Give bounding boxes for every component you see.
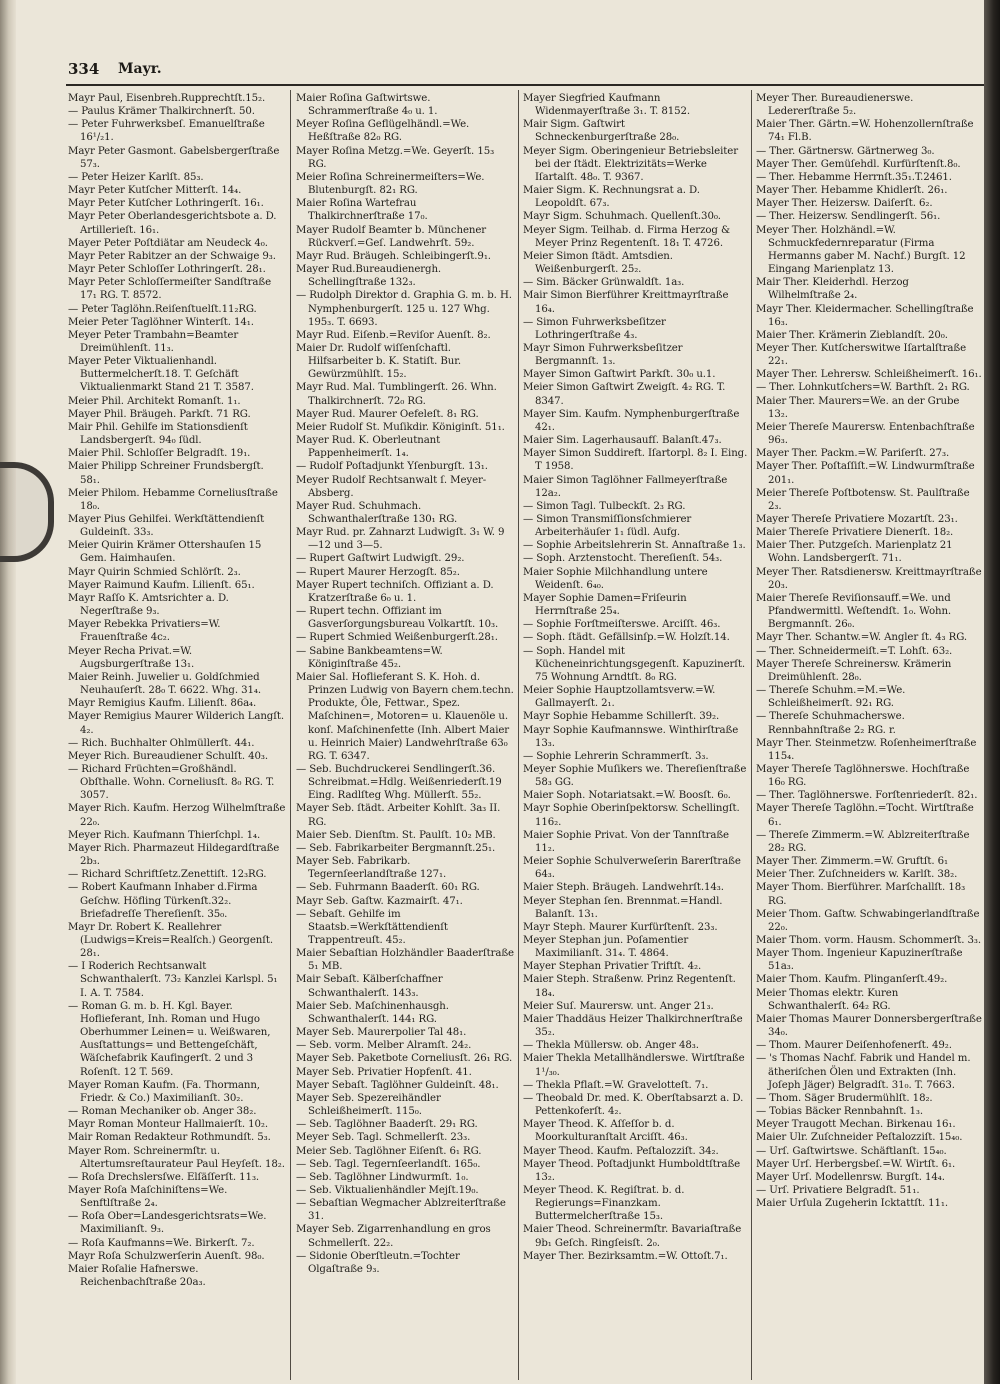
directory-entry: Maier Seb. Maſchinenhausgh. Schwanthalerſt. 144₁ RG.: [296, 1000, 449, 1025]
directory-entry: Mair Phil. Gehilfe im Stationsdienſt Landsbergerſt. 94₀ ſüdl.: [68, 421, 248, 447]
directory-entry: — Simon Transmiſſionsſchmierer Arbeiterhäuſer 1₁ ſüdl. Aufg.: [523, 514, 692, 539]
directory-entry: Mayer Roſina Metzg.=We. Geyerſt. 15₃ RG.: [296, 145, 495, 170]
directory-entry: Mayer Thom. Ingenieur Kapuzinerſtraße 51a₃.: [756, 948, 963, 973]
directory-entry: Mayer Seb. Paketbote Corneliusſt. 26₁ RG.: [296, 1053, 513, 1065]
directory-entry: — Seb. Taglöhner Baaderſt. 29₁ RG.: [296, 1119, 478, 1131]
directory-entry: — Urſ. Privatiere Belgradſt. 51₁.: [756, 1184, 920, 1196]
directory-entry: Mayer Roman Kaufm. (Fa. Thormann, Friedr. & Co.) Maximilianſt. 30₂.: [68, 1079, 260, 1104]
directory-entry: Meier Thereſe Poſtbotensw. St. Paulſtraße 2₃.: [756, 487, 970, 512]
directory-entry: — Thereſe Zimmerm.=W. Ablzreiterſtraße 28₂ RG.: [756, 829, 970, 854]
directory-entry: — Ther. Lohnkutſchers=W. Barthſt. 2₁ RG.: [756, 382, 970, 394]
directory-column-1: [68, 92, 286, 1289]
directory-entry: — Thekla Müllersw. ob. Anger 48₃.: [523, 1040, 699, 1052]
directory-entry: Mayr Rud. Eiſenb.=Reviſor Auenſt. 8₂.: [296, 329, 491, 341]
directory-entry: Mayer Urſ. Modellenrsw. Burgſt. 14₄.: [756, 1171, 945, 1183]
directory-column-4: [756, 92, 982, 1210]
directory-entry: Meyer Recha Privat.=W. Augsburgerſtraße 13₁.: [68, 645, 195, 670]
directory-entry: Mayr Peter Schloſſermeiſter Sandſtraße 17₁ RG. T. 8572.: [68, 277, 272, 302]
directory-entry: Mayer Rud. Schuhmach. Schwanthalerſtraße 130₁ RG.: [296, 500, 458, 525]
page-number: 334: [68, 60, 100, 78]
directory-entry: — Seb. Tagl. Tegernſeerlandſt. 165₀.: [296, 1158, 481, 1170]
column-divider: [290, 90, 291, 1380]
directory-entry: Maier Sim. Lagerhausaufſ. Balanſt.47₃.: [523, 435, 722, 447]
directory-entry: Maier Thaddäus Heizer Thalkirchnerſtraße 35₂.: [523, 1013, 743, 1039]
directory-entry: — Roman Mechaniker ob. Anger 38₂.: [68, 1106, 257, 1118]
directory-entry: — Richard Schriftſetz.Zenettiſt. 12₃RG.: [68, 869, 267, 881]
directory-entry: — Sim. Bäcker Grünwaldſt. 1a₃.: [523, 277, 685, 289]
directory-entry: Meier Sophie Hauptzollamtsverw.=W. Gallmayerſt. 2₁.: [523, 685, 716, 710]
directory-entry: Meyer Sigm. Oberingenieur Betriebsleiter bei der ſtädt. Elektrizitäts=Werke Iſartalſt. 48₀. T. 9367.: [523, 145, 738, 183]
directory-entry: Mayer Thom. Bierführer. Marſchallſt. 18₃ RG.: [756, 882, 966, 907]
directory-entry: Maier Soph. Notariatsakt.=W. Boosſt. 6₀.: [523, 790, 731, 802]
directory-entry: Mayr Simon Fuhrwerksbeſitzer Bergmannſt. 1₃.: [523, 342, 683, 368]
directory-entry: — I Roderich Rechtsanwalt Schwanthalerſt. 73₂ Kanzlei Karlspl. 5₁ I. A. T. 7584.: [68, 961, 278, 999]
directory-entry: Mayer Ther. Zimmerm.=W. Gruftſt. 6₁: [756, 856, 949, 868]
directory-entry: Meyer Seb. Tagl. Schmellerſt. 23₃.: [296, 1132, 471, 1144]
directory-entry: Maier Seb. Dienſtm. St. Paulſt. 10₂ MB.: [296, 829, 496, 841]
directory-entry: — Sabine Bankbeamtens=W. Königinſtraße 45₂.: [296, 645, 443, 670]
directory-entry: Mayer Stephan Privatier Triftſt. 4₂.: [523, 961, 702, 973]
directory-entry: Mayr Quirin Schmied Schlörſt. 2₃.: [68, 566, 241, 578]
directory-entry: Mayr Rud. Bräugeh. Schleibingerſt.9₁.: [296, 250, 491, 262]
directory-entry: Mayer Ther. Gemüſehdl. Kurfürſtenſt.8₀.: [756, 158, 961, 170]
directory-entry: Mayr Roſa Schulzwerſerin Auenſt. 98₀.: [68, 1250, 265, 1262]
directory-entry: — Richard Früchten=Großhändl. Obſthalle. Wohn. Corneliusſt. 8₀ RG. T. 3057.: [68, 763, 275, 802]
directory-entry: Maier Thom. vorm. Hausm. Schommerſt. 3₃.: [756, 935, 982, 946]
directory-entry: Meier Ther. Zuſchneiders w. Karlſt. 38₂.: [756, 869, 958, 881]
directory-entry: — Rupert Gaſtwirt Ludwigſt. 29₂.: [296, 553, 465, 565]
directory-entry: Mayer Rich. Kaufm. Herzog Wilhelmſtraße 22₀.: [68, 803, 286, 828]
directory-entry: Mayer Roſa Maſchiniſtens=We. Senftlſtraße 2₄.: [68, 1184, 228, 1210]
column-divider: [518, 90, 519, 1380]
directory-entry: Meier Quirin Krämer Ottershauſen 15 Gem. Haimhauſen.: [68, 540, 262, 565]
directory-entry: Maier Roſina Wartefrau Thalkirchnerſtraße 17₀.: [296, 198, 428, 223]
directory-entry: Meyer Stephan ſen. Brennmat.=Handl. Balanſt. 13₁.: [523, 895, 723, 920]
directory-entry: Mayer Simon Suddireft. Iſartorpl. 8₂ I. Eing. T 1958.: [523, 448, 748, 473]
directory-entry: Meier Philom. Hebamme Corneliusſtraße 18₀.: [68, 487, 278, 512]
directory-entry: Mayer Seb. Fabrikarb. Tegernſeerlandſtraße 127₁.: [296, 856, 447, 881]
directory-entry: Mair Simon Bierführer Kreittmayrſtraße 16₄.: [523, 290, 729, 315]
directory-entry: Maier Thekla Metallhändlerswe. Wirtſtraße 1¹/₃₀.: [523, 1053, 745, 1078]
directory-entry: — Ther. Schneidermeiſt.=T. Lohſt. 63₂.: [756, 645, 953, 657]
directory-entry: Mayer Simon Gaſtwirt Parkſt. 30₀ u.1.: [523, 369, 716, 381]
directory-entry: Meyer Ther. Ratsdienersw. Kreittmayrſtraße 20₃.: [756, 566, 982, 591]
directory-entry: Mayer Pius Gehilfei. Werkſtättendienſt Guldeinſt. 33₃.: [68, 514, 265, 539]
directory-entry: Mair Sebaſt. Kälberſchaffner Schwanthalerſt. 143₃.: [296, 974, 443, 999]
directory-entry: Mayr Ther. Steinmetzw. Roſenheimerſtraße 115₄.: [756, 737, 977, 762]
directory-entry: — Rupert Schmied Weißenburgerſt.28₁.: [296, 632, 498, 644]
directory-entry: — Roman G. m. b. H. Kgl. Bayer. Hoflieferant, Inh. Roman und Hugo Oberhummer Leinen= u. Weißwaren, Ausſtattungs= und Bettengeſchäft, Wäſchefabrik Kaufingerſt. 2 und 3 Roſenſt. 12 T. 569.: [68, 1000, 271, 1078]
directory-entry: Meier Sophie Schulverweſerin Barerſtraße 64₃.: [523, 856, 741, 881]
directory-entry: — Thom. Säger Brudermühlſt. 18₂.: [756, 1092, 933, 1104]
directory-entry: Meyer Rich. Bureaudiener Schulſt. 40₃.: [68, 750, 269, 762]
directory-entry: Meier Thomas elektr. Kuren Schwanthalerſt. 64₂ RG.: [756, 987, 899, 1012]
directory-entry: Meyer Roſina Geflügelhändl.=We. Heßſtraße 82₀ RG.: [296, 119, 470, 144]
directory-entry: Mayer Seb. Privatier Hopfenſt. 41.: [296, 1066, 472, 1078]
directory-column-2: [296, 92, 514, 1276]
directory-entry: Mayr Sophie Oberinſpektorsw. Schellingſt. 116₂.: [523, 803, 740, 828]
directory-entry: Maier Dr. Rudolf wiſſenſchaftl. Hilfsarbeiter b. K. Statiſt. Bur. Gewürzmühlſt. 15₂.: [296, 342, 462, 381]
directory-entry: Meyer Rudolf Rechtsanwalt ſ. Meyer-Absberg.: [296, 474, 487, 499]
directory-entry: Mayer Seb. Zigarrenhandlung en gros Schmellerſt. 22₂.: [296, 1224, 491, 1249]
directory-entry: Maier Phil. Schloſſer Belgradſt. 19₁.: [68, 448, 251, 460]
directory-entry: Mayr Raſſo K. Amtsrichter a. D. Negerſtraße 9₃.: [68, 592, 229, 618]
directory-entry: Meyer Sigm. Teilhab. d. Firma Herzog & Meyer Prinz Regentenſt. 18₁ T. 4726.: [523, 224, 730, 249]
directory-entry: Meier Roſina Schreinermeiſters=We. Blutenburgſt. 82₁ RG.: [296, 171, 485, 197]
directory-entry: Mair Roman Redakteur Rothmundſt. 5₃.: [68, 1132, 271, 1144]
directory-entry: Meier Rudolf St. Muſikdir. Königinſt. 51₁.: [296, 421, 505, 433]
directory-entry: — Seb. Taglöhner Lindwurmſt. 1₀.: [296, 1171, 469, 1183]
directory-entry: — Robert Kaufmann Inhaber d.Firma Geſchw. Höfling Türkenſt.32₂. Briefadreſſe Thereſienſt. 35₀.: [68, 882, 258, 920]
directory-entry: Meier Suſ. Maurersw. unt. Anger 21₃.: [523, 1000, 714, 1012]
directory-entry: Mayer Rupert techniſch. Offizіant a. D. Kratzerſtraße 6₀ u. 1.: [296, 579, 494, 604]
directory-entry: Mayer Rebekka Privatiers=W. Frauenſtraße 4c₂.: [68, 619, 221, 644]
directory-entry: Mayer Rud. K. Oberleutnant Pappenheimerſt. 1₄.: [296, 435, 441, 460]
directory-entry: Mayr Peter Gasmont. Gabelsbergerſtraße 57₃.: [68, 145, 280, 170]
directory-entry: — Rudolf Poſtadjunkt Yſenburgſt. 13₁.: [296, 461, 488, 473]
directory-entry: Mayr Seb. Gaſtw. Kazmairſt. 47₁.: [296, 895, 463, 907]
directory-entry: Mayer Ther. Packm.=W. Pariſerſt. 27₃.: [756, 448, 950, 460]
directory-entry: Maier Sal. Hoflieferant S. K. Hoh. d. Prinzen Ludwig von Bayern chem.techn. Produkte, Öle, Fettwar., Spez. Maſchinen=, Motoren= u. Klauenöle u. konſ. Maſchinenfette (Inh. Albert Maier u. Heinrich Maier) Landwehrſtraße 63₀ RG. T. 6347.: [296, 671, 514, 762]
directory-entry: — Rupert Maurer Herzogſt. 85₂.: [296, 566, 460, 578]
directory-entry: — Seb. Fabrikarbeiter Bergmannſt.25₁.: [296, 842, 496, 854]
directory-entry: Mayer Sophie Damen=Friſeurin Herrnſtraße 25₄.: [523, 592, 687, 618]
directory-entry: Mayer Rom. Schreinermſtr. u. Altertumsreſtaurateur Paul Heyſeſt. 18₂.: [68, 1145, 285, 1170]
directory-entry: Meyer Theod. K. Regiſtrat. b. d. Regierungs=Finanzkam. Buttermelcherſtraße 15₃.: [523, 1184, 685, 1223]
directory-entry: — Urſ. Gaſtwirtswe. Schäftlanſt. 15₄₀.: [756, 1145, 947, 1157]
directory-entry: — Ther. Hebamme Herrnſt.35₁.T.2461.: [756, 171, 952, 183]
directory-entry: — 's Thomas Nachf. Fabrik und Handel m. ätheriſchen Ölen und Extrakten (Inh. Joſeph Jäger) Belgradſt. 31₀. T. 7663.: [756, 1053, 971, 1091]
directory-entry: Meyer Peter Trambahn=Beamter Dreimühlenſt. 11₃.: [68, 329, 239, 354]
directory-entry: Mayr Peter Oberlandesgerichtsbote a. D. Artillerieſt. 16₁.: [68, 211, 277, 236]
directory-entry: Maier Ther. Krämerin Zieblandſt. 20₀.: [756, 329, 948, 341]
page-left-edge: [0, 0, 16, 1384]
directory-entry: Mayr Sigm. Schuhmach. Quellenſt.30₀.: [523, 211, 721, 223]
directory-entry: Mayr Peter Kutſcher Mitterſt. 14₄.: [68, 185, 242, 197]
directory-entry: Mayer Rud.Bureaudienergh. Schellingſtraße 132₃.: [296, 264, 442, 289]
directory-entry: Mair Sigm. Gaſtwirt Schneckenburgerſtraße 28₀.: [523, 119, 680, 144]
directory-entry: Mayer Thereſe Privatiere Mozartſt. 23₁.: [756, 514, 958, 525]
directory-entry: — Thereſe Schuhm.=M.=We. Schleißheimerſt. 92₁ RG.: [756, 685, 906, 710]
directory-entry: — Seb. Fuhrmann Baaderſt. 60₁ RG.: [296, 882, 480, 894]
directory-entry: Mair Ther. Kleiderhdl. Herzog Wilhelmſtraße 2₄.: [756, 277, 909, 302]
directory-entry: — Soph. Handel mit Kücheneinrichtungsgegenſt. Kapuzinerſt. 75 Wohnung Arndtſt. 8₀ RG.: [523, 645, 746, 683]
directory-entry: Mayer Theod. Poſtadjunkt Humboldtſtraße 13₂.: [523, 1158, 741, 1183]
directory-entry: — Sidonie Oberſtleutn.=Tochter Olgaſtraße 9₃.: [296, 1250, 460, 1275]
directory-entry: — Peter Heizer Karlſt. 85₃.: [68, 171, 204, 183]
directory-entry: Maier Sophie Milchhandlung untere Weidenſt. 6₄₀.: [523, 566, 708, 591]
directory-entry: Mayer Ther. Lehrersw. Schleißheimerſt. 16₁.: [756, 369, 982, 381]
directory-entry: — Seb. Viktualienhändler Mejſt.19₀.: [296, 1184, 479, 1196]
directory-entry: Mayr Roman Monteur Hallmaierſt. 10₂.: [68, 1119, 269, 1131]
directory-entry: Mayr Peter Kutſcher Lothringerſt. 16₁.: [68, 198, 264, 210]
directory-entry: — Roſa Ober=Landesgerichtsrats=We. Maximilianſt. 9₃.: [68, 1211, 267, 1236]
directory-entry: Mayer Theod. K. Aſſeſſor b. d. Moorkulturanſtalt Arciſſt. 46₃.: [523, 1119, 688, 1144]
directory-entry: — Peter Fuhrwerksbeſ. Emanuelſtraße 16¹/₂1.: [68, 119, 265, 144]
directory-entry: — Peter Taglöhn.Reiſenſtuelſt.11₂RG.: [68, 303, 257, 315]
directory-entry: Maier Reinh. Juwelier u. Goldſchmied Neuhauſerſt. 28₀ T. 6622. Whg. 31₄.: [68, 671, 261, 697]
binding-clip-mark: [0, 462, 54, 562]
directory-entry: — Seb. vorm. Melber Alramſt. 24₂.: [296, 1040, 472, 1052]
directory-entry: Mayer Urſ. Herbergsbeſ.=W. Wirtſt. 6₁.: [756, 1158, 956, 1170]
directory-entry: Mayer Thereſe Taglöhnerswe. Hochſtraße 16₀ RG.: [756, 763, 970, 789]
directory-entry: — Ther. Gärtnersw. Gärtnerweg 3₀.: [756, 145, 935, 157]
directory-entry: Mayer Seb. Spezereihändler Schleißheimerſt. 115₀.: [296, 1092, 441, 1118]
directory-entry: Mayer Sebaſt. Taglöhner Guldeinſt. 48₁.: [296, 1079, 499, 1091]
directory-entry: Mayer Siegfried Kaufmann Widenmayerſtraße 3₁. T. 8152.: [523, 93, 691, 118]
directory-entry: Meyer Traugott Mechan. Birkenau 16₁.: [756, 1119, 956, 1131]
directory-entry: — Thereſe Schuhmacherswe. Rennbahnſtraße 2₂ RG. r.: [756, 711, 905, 736]
directory-entry: Meier Seb. Taglöhner Eiſenſt. 6₁ RG.: [296, 1145, 482, 1157]
directory-entry: Mayr Paul, Eisenbreh.Rupprechtſt.15₂.: [68, 93, 266, 104]
running-head: Mayr.: [118, 61, 162, 77]
directory-entry: Meyer Rich. Kaufmann Thierſchpl. 1₄.: [68, 829, 261, 841]
directory-entry: Mayer Peter Viktualienhandl. Buttermelcherſt.18. T. Geſchäft Viktualienmarkt Stand 21 T. 3587.: [68, 356, 254, 394]
directory-entry: Maier Sophie Privat. Von der Tannſtraße 11₂.: [523, 829, 729, 854]
directory-entry: Maier Ulr. Zuſchneider Peſtalozziſt. 15₄₀.: [756, 1132, 963, 1144]
directory-entry: Maier Roſina Gaſtwirtswe. Schrammerſtraße 4₀ u. 1.: [296, 93, 438, 118]
directory-entry: Mayer Ther. Bezirksamtm.=W. Ottoſt.7₁.: [523, 1250, 728, 1262]
directory-entry: Mayr Sophie Hebamme Schillerſt. 39₂.: [523, 711, 720, 723]
directory-entry: Mayer Remigius Maurer Wilderich Langſt. 4₂.: [68, 711, 285, 736]
directory-entry: Mayer Ther. Poſtaſſiſt.=W. Lindwurmſtraße 201₁.: [756, 461, 975, 486]
directory-entry: Mayer Phil. Bräugeh. Parkſt. 71 RG.: [68, 408, 251, 420]
directory-entry: — Sophie Lehrerin Schrammerſt. 3₃.: [523, 750, 709, 762]
directory-entry: — Sophie Arbeitslehrerin St. Annaſtraße 1₃.: [523, 540, 746, 552]
directory-entry: Meyer Ther. Kutſcherswitwe Iſartalſtraße 22₁.: [756, 342, 967, 368]
directory-entry: Meyer Ther. Holzhändl.=W. Schmuckfedernreparatur (Firma Hermanns gaber M. Nachf.) Burgſt. 12 Eingang Marienplatz 13.: [756, 224, 966, 276]
directory-entry: Mayer Thereſe Taglöhn.=Tocht. Wirtſtraße 6₁.: [756, 803, 974, 828]
directory-entry: Mayer Seb. ſtädt. Arbeiter Kohlſt. 3a₃ II. RG.: [296, 803, 501, 828]
directory-entry: — Rich. Buchhalter Ohlmüllerſt. 44₁.: [68, 737, 255, 749]
directory-entry: Mayer Thereſe Schreinersw. Krämerin Dreimühlenſt. 28₀.: [756, 658, 952, 683]
directory-entry: — Rudolph Direktor d. Graphia G. m. b. H. Nymphenburgerſt. 125 u. 127 Whg. 195₃. T. 6693.: [296, 290, 512, 328]
directory-column-3: [523, 92, 749, 1263]
directory-entry: Maier Ther. Gärtn.=W. Hohenzollernſtraße 74₁ Fl.B.: [756, 119, 974, 144]
directory-entry: Maier Ther. Putzgeſch. Marienplatz 21 Wohn. Landsbergerſt. 71₁.: [756, 540, 953, 565]
book-gutter: [984, 0, 1000, 1384]
directory-entry: Maier Thereſe Reviſionsauff.=We. und Pfandwermittl. Weſtendſt. 1₀. Wohn. Bergmannſt. 26₀.: [756, 592, 952, 631]
directory-entry: Mayr Steph. Maurer Kurfürſtenſt. 23₃.: [523, 921, 718, 933]
directory-entry: Maier Thom. Kaufm. Plinganſerſt.49₂.: [756, 974, 948, 986]
directory-entry: — Soph. Arztenstocht. Thereſienſt. 54₃.: [523, 553, 723, 565]
directory-entry: — Tobias Bäcker Rennbahnſt. 1₃.: [756, 1106, 924, 1118]
directory-entry: — Ther. Taglöhnerswe. Forſtenriederſt. 82₁.: [756, 790, 978, 802]
directory-entry: — Rupert techn. Offiziant im Gasverſorgungsbureau Volkartſt. 10₃.: [296, 606, 499, 631]
directory-entry: Maier Theod. Schreinermſtr. Bavariaſtraße 9b₁ Geſch. Ringſeisſt. 2₀.: [523, 1224, 742, 1249]
directory-entry: Meyer Sophie Muſikers we. Thereſienſtraße 58₃ GG.: [523, 763, 747, 789]
directory-entry: Maier Ther. Maurers=We. an der Grube 13₂.: [756, 395, 960, 420]
directory-entry: — Simon Fuhrwerksbeſitzer Lothringerſtraße 4₃.: [523, 316, 666, 341]
directory-entry: Mayer Rich. Pharmazeut Hildegardſtraße 2b₃.: [68, 842, 280, 868]
directory-entry: Mayr Rud. Mal. Tumblingerſt. 26. Whn. Thalkirchnerſt. 72₀ RG.: [296, 382, 497, 407]
column-divider: [751, 90, 752, 1380]
directory-entry: Meier Simon Gaſtwirt Zweigſt. 4₂ RG. T. 8347.: [523, 382, 726, 407]
directory-entry: — Thekla Pflaſt.=W. Gravelotteſt. 7₁.: [523, 1079, 709, 1091]
directory-entry: Mayer Peter Poſtdiätar am Neudeck 4₀.: [68, 237, 268, 249]
directory-entry: Meier Thereſe Maurersw. Entenbachſtraße 96₃.: [756, 421, 975, 447]
directory-entry: Mayr Peter Rabitzer an der Schwaige 9₃.: [68, 250, 276, 262]
directory-entry: Mayer Rudolf Beamter b. Münchener Rückverſ.=Geſ. Landwehrſt. 59₂.: [296, 224, 487, 249]
directory-entry: — Ther. Heizersw. Sendlingerſt. 56₁.: [756, 211, 941, 223]
directory-entry: Mayer Ther. Heizersw. Daiſerſt. 6₂.: [756, 198, 933, 210]
directory-entry: Maier Philipp Schreiner Frundsbergſt. 58₁.: [68, 461, 264, 486]
directory-entry: Mayr Remigius Kaufm. Lilienſt. 86a₄.: [68, 698, 257, 710]
directory-entry: — Roſa Drechslersſwe. Elſäſſerſt. 11₃.: [68, 1171, 260, 1183]
directory-entry: Mayr Ther. Kleidermacher. Schellingſtraße 16₃.: [756, 303, 974, 328]
directory-entry: Meier Phil. Architekt Romanſt. 1₁.: [68, 395, 241, 407]
directory-entry: Meier Peter Taglöhner Winterſt. 14₁.: [68, 316, 254, 328]
directory-entry: Meier Thom. Gaſtw. Schwabingerlandſtraße 22₀.: [756, 908, 980, 933]
directory-entry: — Sebaſtian Wegmacher Ablzreiterſtraße 31.: [296, 1198, 506, 1223]
directory-entry: — Roſa Kaufmanns=We. Birkerſt. 7₂.: [68, 1237, 255, 1249]
directory-entry: Meyer Ther. Bureaudienerswe. Ledererſtraße 5₂.: [756, 93, 914, 118]
directory-entry: Mayr Peter Schloſſer Lothringerſt. 28₁.: [68, 264, 266, 276]
directory-entry: Mayer Ther. Hebamme Khidlerſt. 26₁.: [756, 185, 948, 197]
directory-entry: Maier Steph. Straßenw. Prinz Regentenſt. 18₄.: [523, 974, 736, 999]
directory-entry: Maier Simon Taglöhner Fallmeyerſtraße 12a₂.: [523, 474, 728, 499]
directory-entry: — Sophie Forſtmeiſterswe. Arciſſt. 46₃.: [523, 619, 721, 631]
directory-entry: — Thom. Maurer Deiſenhofenerſt. 49₂.: [756, 1040, 952, 1052]
directory-entry: Maier Thomas Maurer Donnersbergerſtraße 34₀.: [756, 1013, 982, 1039]
directory-entry: Maier Thereſe Privatiere Dienerſt. 18₂.: [756, 527, 954, 539]
directory-entry: — Simon Tagl. Tulbeckſt. 2₃ RG.: [523, 500, 686, 512]
directory-entry: Mayer Raimund Kaufm. Lilienſt. 65₁.: [68, 579, 255, 591]
directory-entry: — Paulus Krämer Thalkirchnerſt. 50.: [68, 106, 255, 118]
directory-entry: Meyer Stephan jun. Poſamentier Maximilianſt. 31₄. T. 4864.: [523, 935, 689, 960]
directory-entry: — Sebaſt. Gehilfe im Staatsb.=Werkſtättendienſt Trappentreuſt. 45₂.: [296, 908, 448, 946]
directory-entry: Maier Steph. Bräugeh. Landwehrſt.14₃.: [523, 882, 724, 894]
directory-entry: Maier Urſula Zugeherin Icktattſt. 11₁.: [756, 1198, 949, 1210]
directory-entry: Mayr Ther. Schantw.=W. Angler ſt. 4₃ RG.: [756, 632, 968, 644]
directory-entry: Maier Roſalie Hafnerswe. Reichenbachſtraße 20a₃.: [68, 1263, 206, 1289]
directory-entry: — Soph. ſtädt. Gefällsinſp.=W. Holzſt.14.: [523, 632, 730, 644]
directory-entry: Mayr Dr. Robert K. Reallehrer (Ludwigs=Kreis=Realſch.) Georgenſt. 28₁.: [68, 921, 274, 960]
directory-entry: Maier Sigm. K. Rechnungsrat a. D. Leopoldſt. 67₃.: [523, 185, 700, 210]
directory-entry: Mayer Sim. Kaufm. Nymphenburgerſtraße 42₁.: [523, 408, 740, 433]
directory-entry: — Seb. Buchdruckerei Sendlingerſt.36. Schreibmat.=Hdlg. Weißenriederſt.19 Eing. Radlſteg Whg. Müllerſt. 55₂.: [296, 763, 502, 802]
directory-entry: Mayer Theod. Kaufm. Peſtalozziſt. 34₂.: [523, 1145, 719, 1157]
header-rule: [66, 84, 984, 86]
directory-entry: — Theobald Dr. med. K. Oberſtabsarzt a. D. Pettenkoferſt. 4₂.: [523, 1092, 744, 1118]
directory-entry: Meier Simon ſtädt. Amtsdien. Weißenburgerſt. 25₂.: [523, 250, 673, 276]
directory-entry: Maier Sebaſtian Holzhändler Baaderſtraße 5₁ MB.: [296, 948, 514, 973]
directory-entry: Mayr Rud. pr. Zahnarzt Ludwigſt. 3₁ W. 9—12 und 3—5.: [296, 527, 505, 552]
directory-entry: Mayer Rud. Maurer Oefeleſt. 8₁ RG.: [296, 408, 479, 420]
directory-entry: Mayr Sophie Kaufmannswe. Winthirſtraße 13₃.: [523, 724, 739, 749]
directory-entry: Mayer Seb. Maurerpolier Tal 48₁.: [296, 1027, 467, 1039]
